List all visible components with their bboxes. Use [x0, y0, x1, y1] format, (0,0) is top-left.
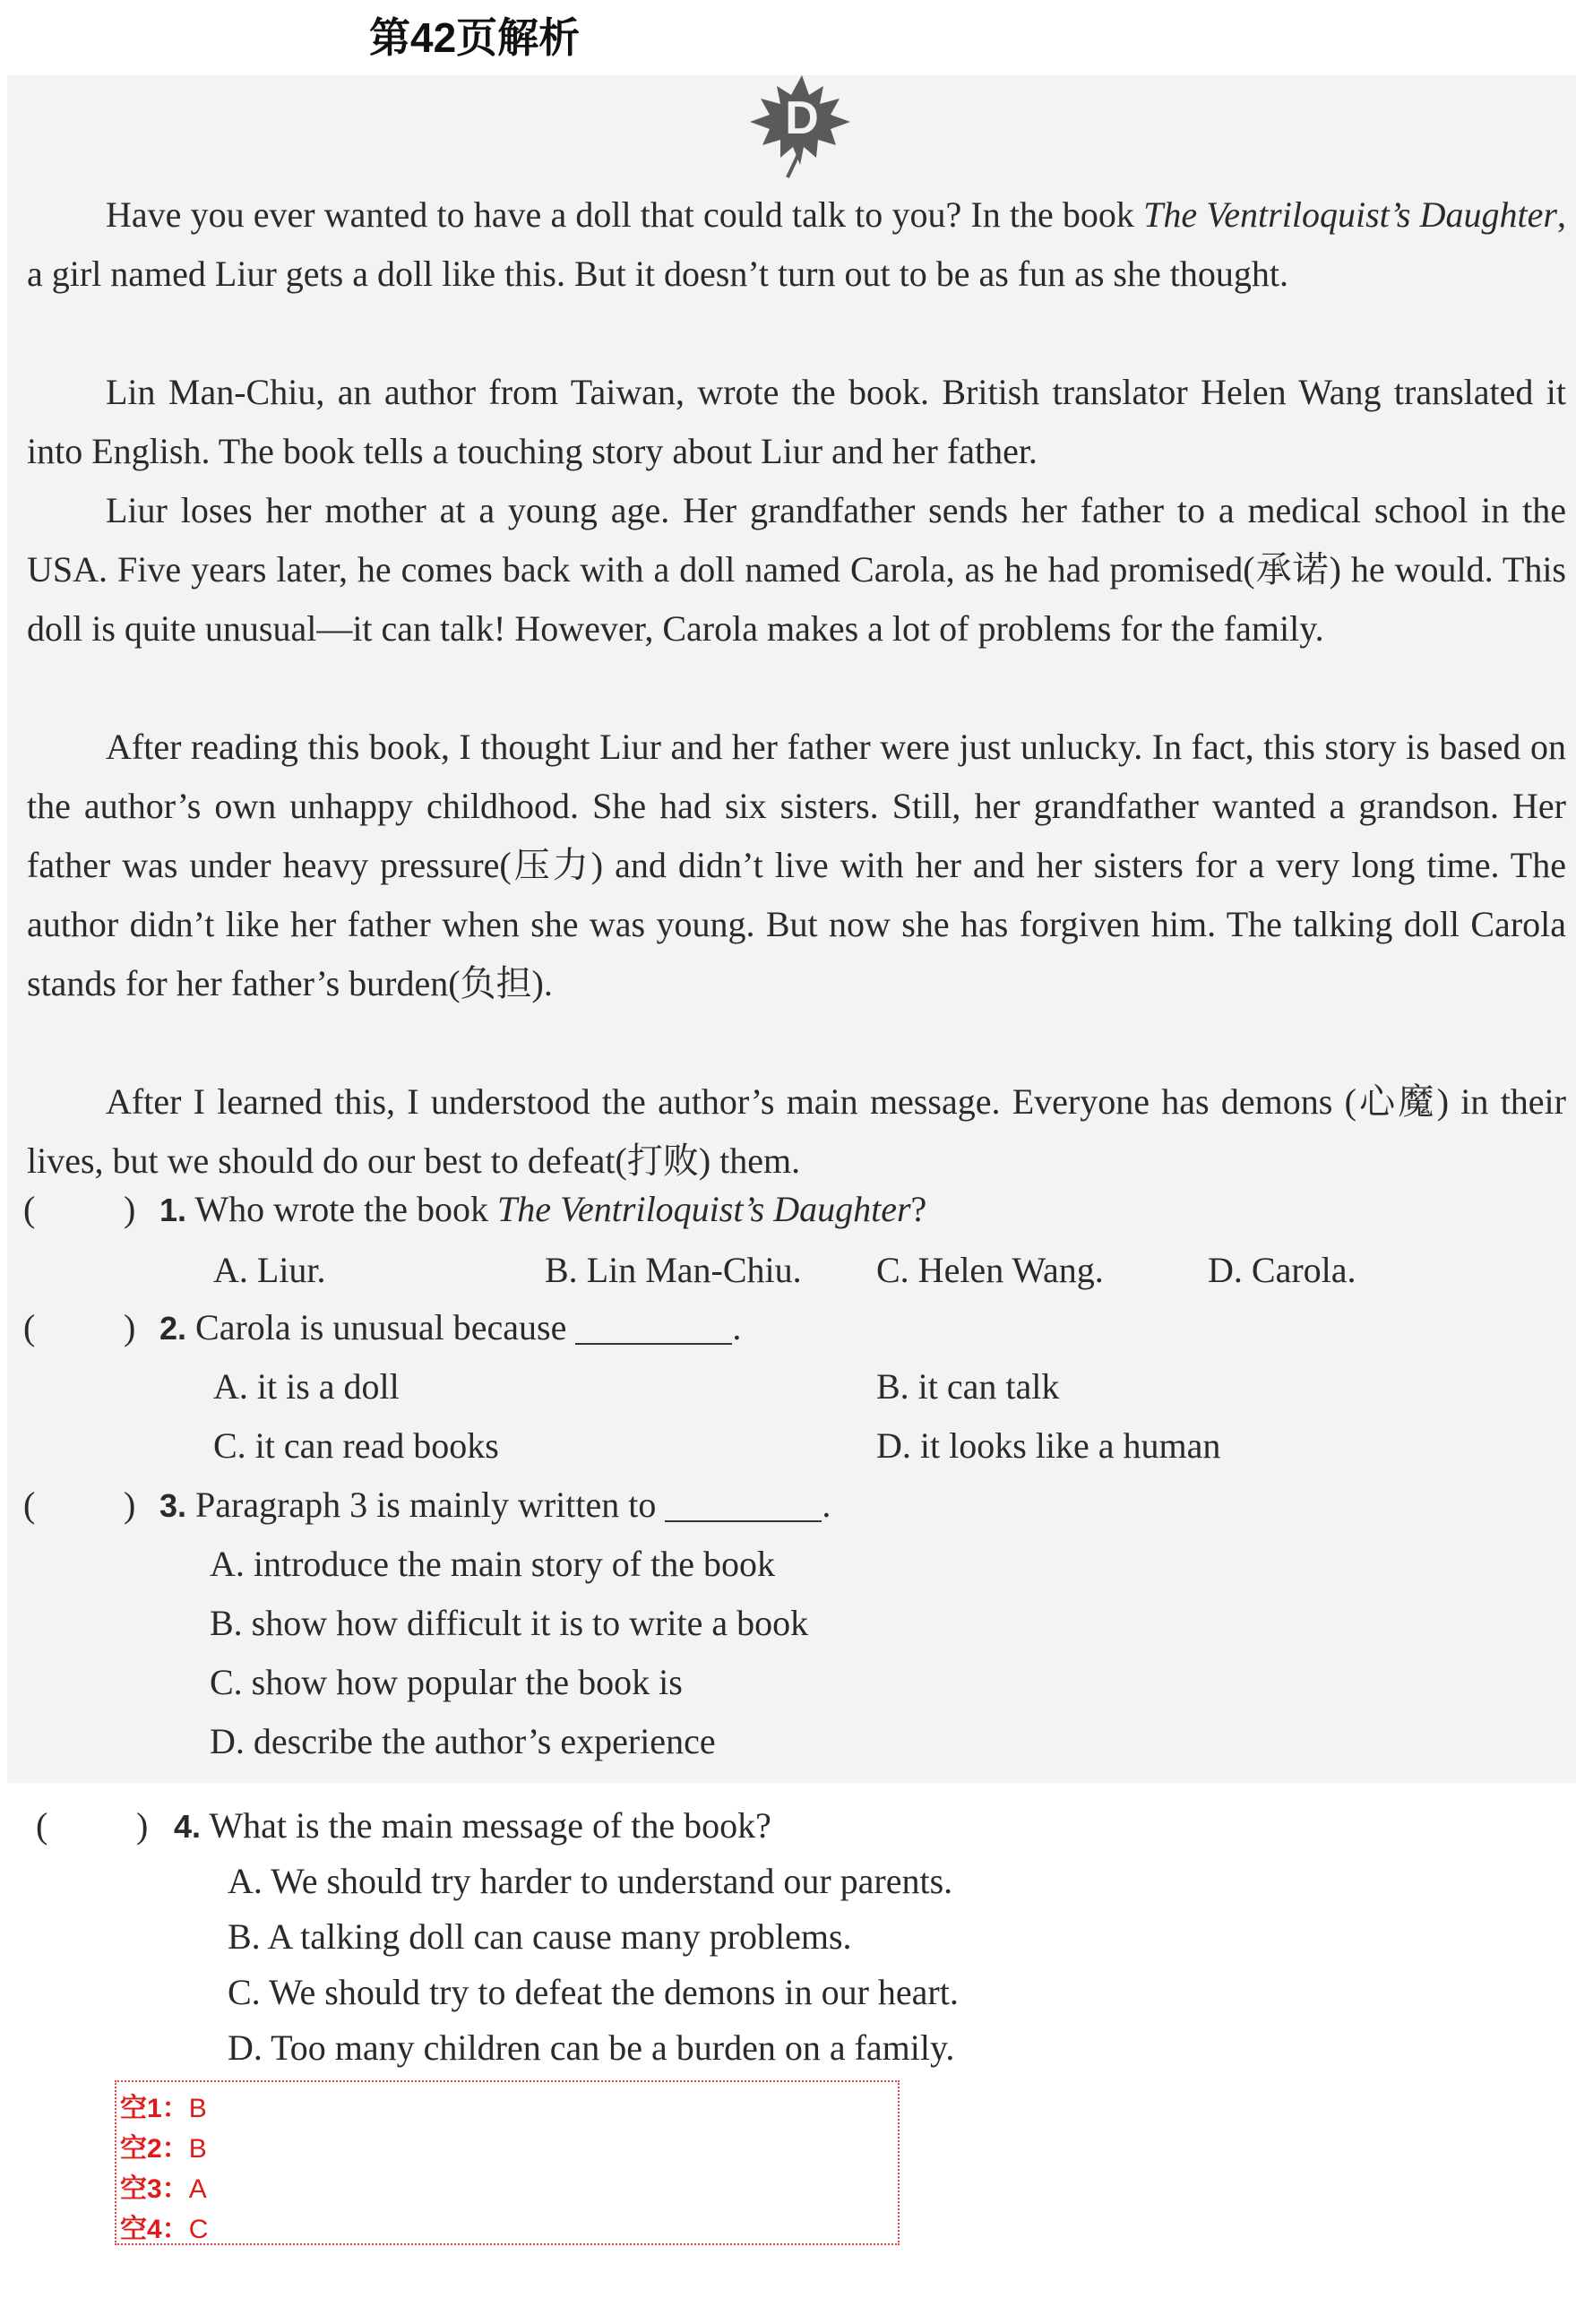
answer-row [120, 2086, 207, 2125]
option-c: C. it can read books [213, 1425, 499, 1466]
option-a: A. We should try harder to understand our parents. [228, 1861, 953, 1901]
answer-value: B [188, 2094, 207, 2123]
answer-row [120, 2166, 207, 2206]
option-a: A. it is a doll [213, 1366, 400, 1407]
passage-paragraph: After reading this book, I thought Liur and her father were just unlucky. In fact, this story is based on the author’s own unhappy childhood. She had six sisters. Still, her grandfather wanted a grandson. Her father was under heavy pressure(压力) and didn’t live with her and her sisters for a very long time. The author didn’t like her father when she was young. But now she has forgiven him. The talking doll Carola stands for her father’s burden(负担). [27, 727, 1566, 1003]
option-b: B. it can talk [876, 1366, 1060, 1407]
answer-paren-open: ( [23, 1189, 36, 1229]
answer-paren-open: ( [23, 1307, 36, 1347]
answer-paren-close: ) [124, 1485, 136, 1525]
option-d: D. it looks like a human [876, 1425, 1221, 1466]
answer-value: C [188, 2215, 209, 2244]
option-a: A. introduce the main story of the book [210, 1544, 775, 1584]
answer-label: 空3： [120, 2174, 189, 2204]
question-number: 4. [174, 1808, 202, 1845]
section-leaf-icon [730, 72, 874, 179]
answer-blank[interactable] [575, 1311, 732, 1345]
question-2: 2. Carola is unusual because . [159, 1307, 742, 1347]
answer-label: 空2： [120, 2134, 189, 2164]
answer-label: 空4： [120, 2215, 189, 2244]
option-b: B. A talking doll can cause many problems. [228, 1916, 852, 1957]
answer-paren-close: ) [124, 1307, 136, 1347]
answer-row [120, 2207, 208, 2246]
question-number: 2. [159, 1310, 187, 1347]
option-b: B. show how difficult it is to write a book [210, 1603, 809, 1643]
passage-paragraph: After I learned this, I understood the author’s main message. Everyone has demons (心魔) in their lives, but we should do our best to defeat(打败) them. [27, 1081, 1566, 1181]
section-letter: D [785, 92, 819, 144]
page-title: 第42页解析 [369, 14, 581, 61]
answer-label: 空1： [120, 2094, 189, 2123]
option-d: D. Carola. [1208, 1250, 1356, 1290]
passage-paragraph: Liur loses her mother at a young age. Her grandfather sends her father to a medical school in the USA. Five years later, he comes back with a doll named Carola, as he had promised(承诺) he would. This doll is quite unusual—it can talk! However, Carola makes a lot of problems for the family. [27, 490, 1566, 649]
question-number: 3. [159, 1487, 187, 1524]
answer-value: B [188, 2134, 207, 2164]
question-stem: What is the main message of the book? [209, 1805, 771, 1846]
option-c: C. show how popular the book is [210, 1662, 683, 1702]
option-c: C. Helen Wang. [876, 1250, 1104, 1290]
question-stem: Who wrote the book The Ventriloquist’s Daughter? [194, 1189, 927, 1229]
passage-paragraph: Have you ever wanted to have a doll that could talk to you? In the book The Ventriloquist’s Daughter, a girl named Liur gets a doll like this. But it doesn’t turn out to be as fun as she thought. [27, 194, 1566, 294]
question-stem: Paragraph 3 is mainly written to [195, 1485, 657, 1525]
answer-value: A [188, 2174, 207, 2204]
option-c: C. We should try to defeat the demons in our heart. [228, 1972, 959, 2012]
question-stem: Carola is unusual because [195, 1307, 567, 1347]
option-a: A. Liur. [213, 1250, 326, 1290]
question-4 [174, 1804, 771, 1846]
option-b: B. Lin Man-Chiu. [545, 1250, 802, 1290]
answer-row [120, 2126, 207, 2165]
question-number: 1. [159, 1192, 187, 1228]
answer-paren-open: ( [36, 1805, 48, 1846]
answer-blank[interactable] [665, 1488, 822, 1522]
question-3: 3. Paragraph 3 is mainly written to . [159, 1485, 831, 1525]
passage-paragraph: Lin Man-Chiu, an author from Taiwan, wrote the book. British translator Helen Wang translated it into English. The book tells a touching story about Liur and her father. [27, 372, 1566, 471]
answer-paren-close: ) [136, 1805, 149, 1846]
answer-paren-close: ) [124, 1189, 136, 1229]
option-d: D. Too many children can be a burden on a family. [228, 2027, 955, 2068]
answer-key [115, 2080, 900, 2245]
option-d: D. describe the author’s experience [210, 1721, 716, 1761]
answer-paren-open: ( [23, 1485, 36, 1525]
question-1 [159, 1188, 926, 1230]
